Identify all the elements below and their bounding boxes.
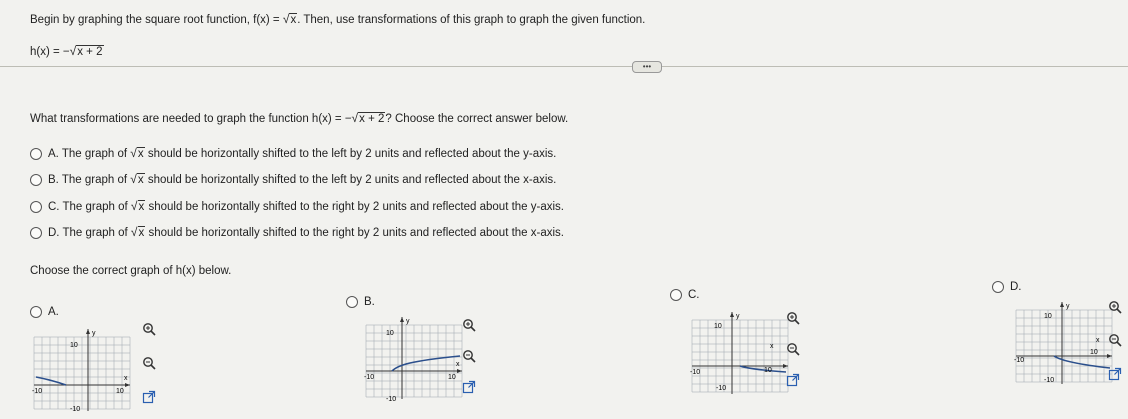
q1-option-c[interactable]: C. The graph of √x should be horizontally shifted to the right by 2 units and reflected about the y-axis.	[30, 199, 564, 213]
radio-button[interactable]	[30, 174, 42, 186]
x-label: x	[770, 343, 774, 350]
q1-option-b[interactable]: B. The graph of √x should be horizontally shifted to the left by 2 units and reflected about the x-axis.	[30, 172, 556, 186]
y-label: y	[736, 313, 740, 320]
q1-option-d[interactable]: D. The graph of √x should be horizontally shifted to the right by 2 units and reflected about the x-axis.	[30, 225, 564, 239]
x-arrow	[1107, 354, 1112, 358]
radio-button[interactable]	[30, 306, 42, 318]
graph-b[interactable]	[362, 313, 467, 403]
q2-option-b[interactable]: B.	[346, 296, 375, 308]
zoom-in-icon[interactable]	[462, 318, 476, 332]
tick-left: -10	[690, 369, 701, 376]
zoom-in-icon[interactable]	[1108, 300, 1122, 314]
graph-d[interactable]	[1012, 298, 1117, 388]
instructions-prefix: Begin by graphing the square root function, f(x) =	[30, 14, 283, 26]
tick-left: -10	[32, 388, 43, 395]
tick-bottom: -10	[1044, 377, 1055, 384]
x-label: x	[124, 375, 128, 382]
graph-c[interactable]	[688, 308, 793, 398]
question-1-prompt: What transformations are needed to graph the function h(x) = −√x + 2? Choose the correct answer below.	[30, 111, 569, 125]
tick-top: 10	[70, 342, 78, 349]
y-label: y	[92, 330, 96, 337]
tick-bottom: -10	[70, 406, 81, 413]
x-label: x	[1096, 337, 1100, 344]
radio-button[interactable]	[992, 281, 1004, 293]
x-arrow	[783, 364, 788, 368]
zoom-out-icon[interactable]	[1108, 333, 1122, 347]
graph-a[interactable]	[30, 325, 135, 415]
x-arrow	[125, 383, 130, 387]
y-arrow	[730, 312, 734, 317]
tick-right: 10	[116, 388, 124, 395]
zoom-in-icon[interactable]	[786, 311, 800, 325]
curve	[36, 377, 66, 385]
y-label: y	[406, 318, 410, 325]
tick-bottom: -10	[386, 396, 397, 403]
tick-right: 10	[448, 374, 456, 381]
tick-left: -10	[1014, 357, 1025, 364]
instructions-suffix: . Then, use transformations of this graph to graph the given function.	[297, 14, 646, 26]
y-arrow	[86, 329, 90, 334]
curve	[740, 366, 786, 372]
more-button[interactable]: •••	[632, 61, 662, 73]
tick-top: 10	[386, 330, 394, 337]
popout-icon[interactable]	[786, 373, 800, 387]
radio-button[interactable]	[30, 201, 42, 213]
popout-icon[interactable]	[1108, 367, 1122, 381]
radio-button[interactable]	[670, 289, 682, 301]
tick-right: 10	[764, 367, 772, 374]
sqrt-f: √x	[282, 12, 297, 26]
popout-icon[interactable]	[142, 390, 156, 404]
grid	[692, 320, 788, 392]
radio-button[interactable]	[30, 148, 42, 160]
tick-top: 10	[714, 323, 722, 330]
section-divider	[0, 66, 1128, 67]
q2-option-d[interactable]: D.	[992, 281, 1022, 293]
y-label: y	[1066, 303, 1070, 310]
sqrt-q1: √x + 2	[351, 111, 385, 125]
radio-button[interactable]	[346, 296, 358, 308]
y-arrow	[400, 317, 404, 322]
zoom-in-icon[interactable]	[142, 322, 156, 336]
question-2-prompt: Choose the correct graph of h(x) below.	[30, 265, 232, 277]
tick-left: -10	[364, 374, 375, 381]
instructions	[30, 12, 645, 26]
grid	[34, 337, 130, 409]
zoom-out-icon[interactable]	[786, 342, 800, 356]
sqrt-h: √x + 2	[69, 44, 103, 58]
x-label: x	[456, 361, 460, 368]
grid	[366, 325, 462, 397]
popout-icon[interactable]	[462, 380, 476, 394]
zoom-out-icon[interactable]	[462, 349, 476, 363]
q2-option-c[interactable]: C.	[670, 289, 700, 301]
x-arrow	[457, 369, 462, 373]
tick-right: 10	[1090, 349, 1098, 356]
given-function: h(x) = −√x + 2	[30, 44, 103, 58]
q1-option-a[interactable]: A. The graph of √x should be horizontally shifted to the left by 2 units and reflected about the y-axis.	[30, 146, 556, 160]
zoom-out-icon[interactable]	[142, 356, 156, 370]
y-arrow	[1060, 302, 1064, 307]
q2-option-a[interactable]: A.	[30, 306, 59, 318]
tick-top: 10	[1044, 313, 1052, 320]
grid	[1016, 310, 1112, 382]
tick-bottom: -10	[716, 385, 727, 392]
radio-button[interactable]	[30, 227, 42, 239]
